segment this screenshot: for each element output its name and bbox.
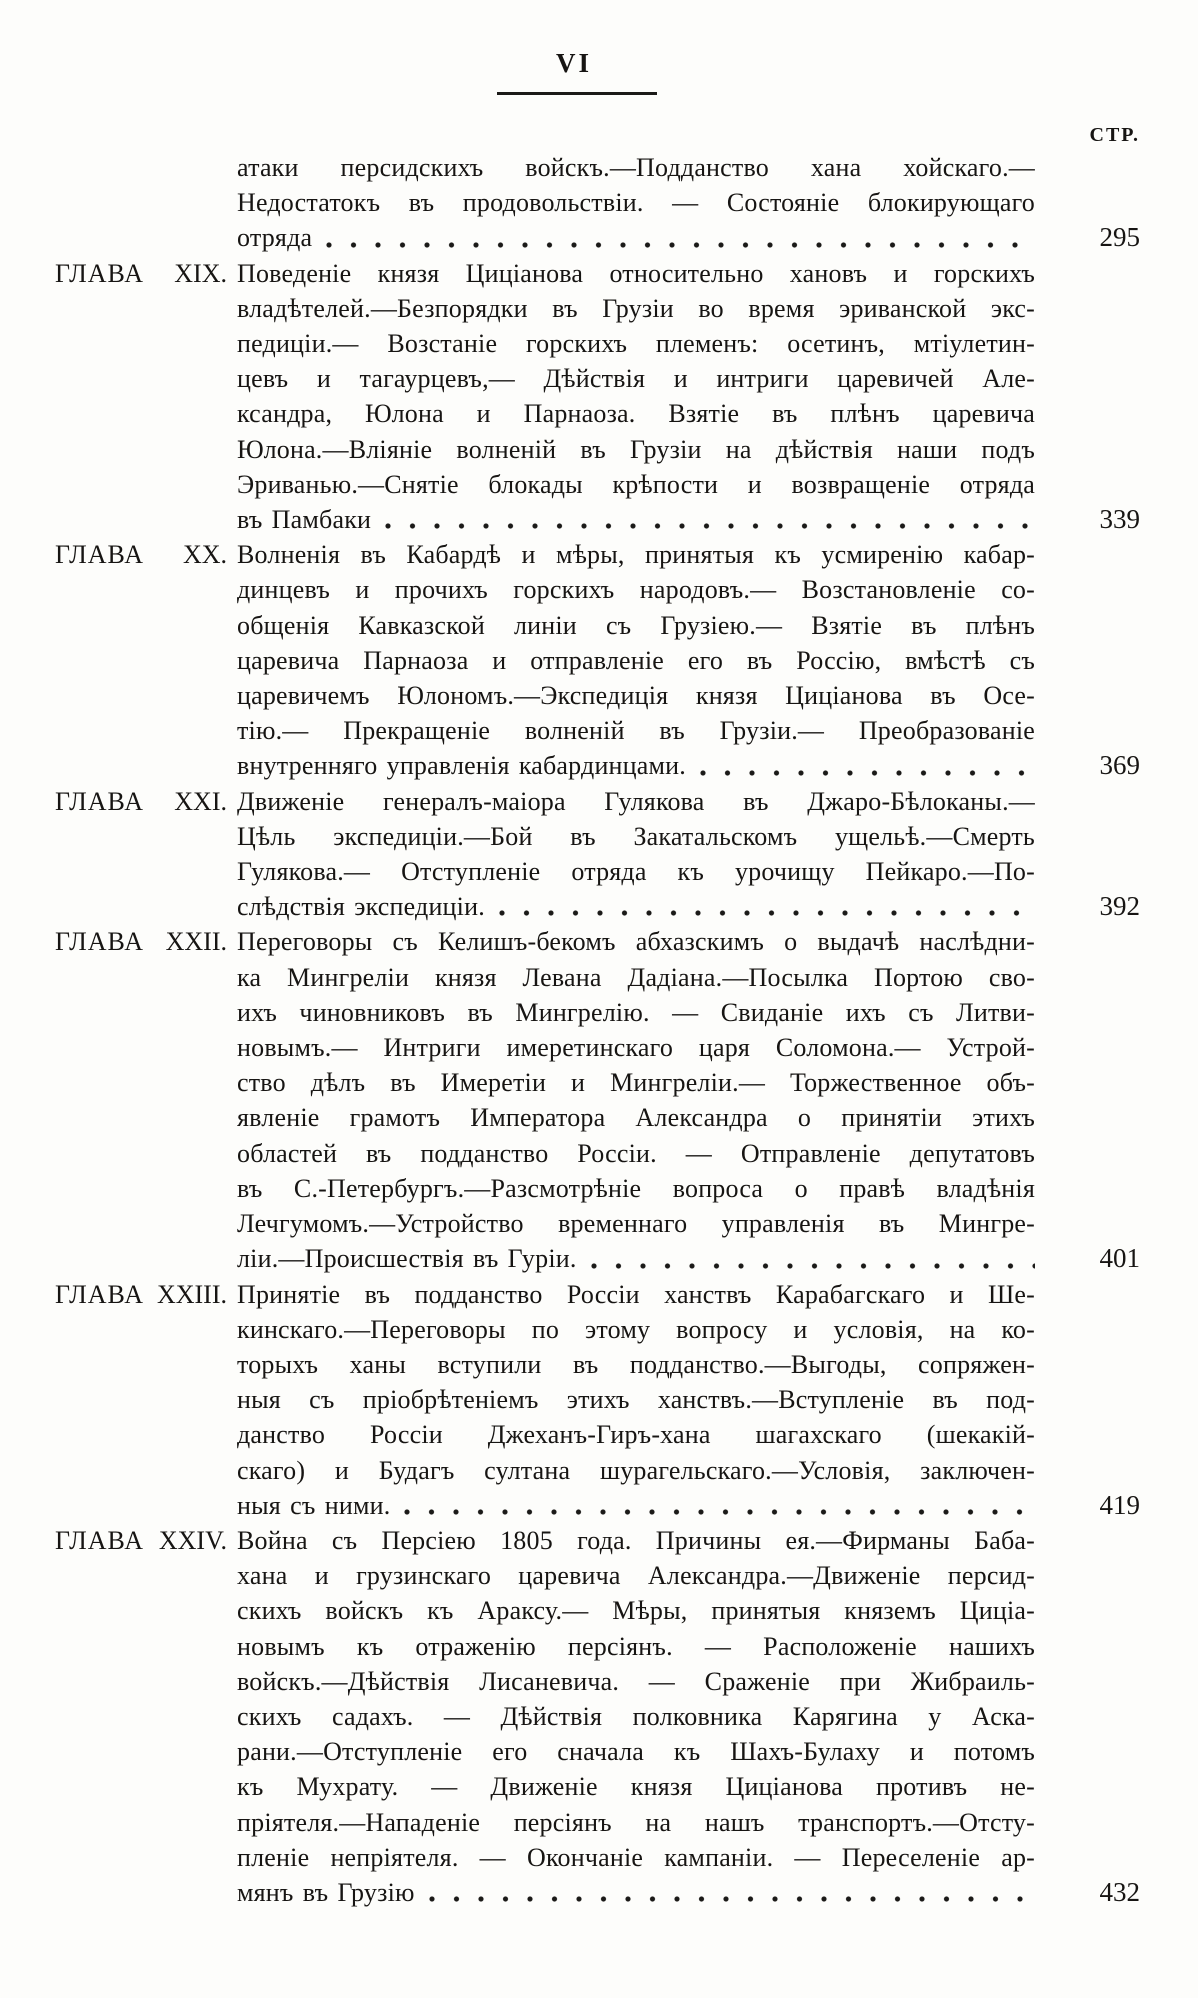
chapter-numeral: XXIII. (156, 1279, 227, 1309)
toc-line: явленіе грамотъ Императора Александра о принятіи этихъ (237, 1103, 1035, 1133)
folio-page-number: VI (555, 48, 592, 78)
entry-text (237, 150, 1035, 256)
page-number: 339 (1099, 504, 1140, 535)
toc-line: Юлона.—Вліяніе волненій въ Грузіи на дѣйствія наши подъ (237, 434, 1035, 464)
toc-line: къ Мухрату. — Движеніе князя Циціанова противъ не- (237, 1772, 1035, 1802)
toc-line: скихъ войскъ къ Араксу.— Мѣры, принятыя княземъ Циціа- (237, 1596, 1035, 1626)
toc-line (237, 1488, 1035, 1523)
toc-line: скаго) и Будагъ султана шурагельскаго.—Условія, заключен- (237, 1455, 1035, 1485)
chapter-label (55, 537, 227, 572)
toc-line: педиціи.— Возстаніе горскихъ племенъ: осетинъ, мтіулетин- (237, 329, 1035, 359)
toc-line: ихъ чиновниковъ въ Мингрелію. — Свиданіе ихъ съ Литви- (237, 997, 1035, 1027)
toc-line: областей въ подданство Россіи. — Отправленіе депутатовъ (237, 1138, 1035, 1168)
entry-text (237, 1277, 1035, 1523)
toc-line: Недостатокъ въ продовольствіи. — Состояніе блокирующаго (237, 188, 1035, 218)
table-of-contents (0, 150, 1198, 1910)
toc-line: войскъ.—Дѣйствія Лисаневича. — Сраженіе при Жибраиль- (237, 1666, 1035, 1696)
toc-line: въ С.-Петербургъ.—Разсмотрѣніе вопроса о правѣ владѣнія (237, 1173, 1035, 1203)
entry-text (237, 924, 1035, 1276)
toc-line (237, 748, 1035, 783)
chapter-numeral: XIX. (174, 258, 227, 288)
toc-line: динцевъ и прочихъ горскихъ народовъ.— Возстановленіе со- (237, 575, 1035, 605)
toc-line (237, 889, 1035, 924)
toc-entry (0, 256, 1198, 538)
toc-line: торыхъ ханы вступили въ подданство.—Выгоды, сопряжен- (237, 1349, 1035, 1379)
toc-line: Цѣль экспедиціи.—Бой въ Закатальскомъ ущельѣ.—Смерть (237, 821, 1035, 851)
toc-line: Движеніе генералъ-маіора Гулякова въ Джаро-Бѣлоканы.— (237, 786, 1035, 816)
dot-leader (385, 502, 1035, 537)
dot-leader (326, 220, 1035, 255)
entry-text (237, 784, 1035, 925)
chapter-word: ГЛАВА (55, 927, 144, 957)
toc-line-text: ныя съ ними. (237, 1490, 391, 1520)
toc-line: ныя съ пріобрѣтеніемъ этихъ ханствъ.—Вступленіе въ под- (237, 1385, 1035, 1415)
chapter-numeral: XX. (182, 540, 227, 570)
toc-line: кинскаго.—Переговоры по этому вопросу и условія, на ко- (237, 1314, 1035, 1344)
chapter-numeral: XXI. (174, 786, 227, 816)
page-number: 369 (1099, 750, 1140, 781)
toc-line: рани.—Отступленіе его сначала къ Шахъ-Булаху и потомъ (237, 1737, 1035, 1767)
toc-line: новымъ.— Интриги имеретинскаго царя Соломона.— Устрой- (237, 1033, 1035, 1063)
toc-line: пленіе непріятеля. — Окончаніе кампаніи. — Переселеніе ар- (237, 1842, 1035, 1872)
chapter-word: ГЛАВА (55, 258, 144, 288)
chapter-word: ГЛАВА (55, 1279, 144, 1309)
toc-entry (0, 1523, 1198, 1910)
page-number: 419 (1099, 1489, 1140, 1520)
chapter-word: ГЛАВА (55, 1525, 144, 1555)
toc-line (237, 1241, 1035, 1276)
dot-leader (499, 889, 1035, 924)
toc-line-text: внутренняго управленія кабардинцами. (237, 751, 686, 781)
entry-text (237, 1523, 1035, 1910)
toc-line: скихъ садахъ. — Дѣйствія полковника Карягина у Аска- (237, 1701, 1035, 1731)
entry-text (237, 537, 1035, 783)
page-number: 432 (1099, 1876, 1140, 1907)
page-number: 392 (1099, 891, 1140, 922)
toc-line: Война съ Персіею 1805 года. Причины ея.—Фирманы Баба- (237, 1525, 1035, 1555)
toc-line (237, 220, 1035, 255)
toc-line: новымъ къ отраженію персіянъ. — Расположеніе нашихъ (237, 1631, 1035, 1661)
page-column-header: СТР. (1089, 124, 1140, 146)
toc-entry (0, 924, 1198, 1276)
chapter-numeral: XXII. (165, 927, 227, 957)
toc-line (237, 502, 1035, 537)
dot-leader (700, 748, 1035, 783)
chapter-label (55, 1523, 227, 1558)
toc-line: ксандра, Юлона и Парнаоза. Взятіе въ плѣнъ царевича (237, 399, 1035, 429)
toc-line: Поведеніе князя Циціанова относительно хановъ и горскихъ (237, 258, 1035, 288)
chapter-word: ГЛАВА (55, 540, 144, 570)
page-number: 295 (1099, 222, 1140, 253)
entry-text (237, 256, 1035, 538)
toc-line: пріятеля.—Нападеніе персіянъ на нашъ транспортъ.—Отсту- (237, 1807, 1035, 1837)
page-number: 401 (1099, 1243, 1140, 1274)
chapter-numeral: XXIV. (158, 1525, 227, 1555)
toc-line: ка Мингреліи князя Левана Дадіана.—Посылка Портою сво- (237, 962, 1035, 992)
toc-entry (0, 1277, 1198, 1523)
toc-line: Переговоры съ Келишъ-бекомъ абхазскимъ о выдачѣ наслѣдни- (237, 927, 1035, 957)
toc-line: Лечгумомъ.—Устройство временнаго управленія въ Мингре- (237, 1209, 1035, 1239)
chapter-label (55, 1277, 227, 1312)
toc-line: царевича Парнаоза и отправленіе его въ Россію, вмѣстѣ съ (237, 645, 1035, 675)
toc-line: ство дѣлъ въ Имеретіи и Мингреліи.— Торжественное объ- (237, 1068, 1035, 1098)
toc-line-text: слѣдствія экспедиціи. (237, 892, 485, 922)
toc-line: хана и грузинскаго царевича Александра.—Движеніе персид- (237, 1561, 1035, 1591)
toc-entry (0, 537, 1198, 783)
dot-leader (429, 1875, 1035, 1910)
toc-line: владѣтелей.—Безпорядки въ Грузіи во время эриванской экс- (237, 293, 1035, 323)
toc-line: царевичемъ Юлономъ.—Экспедиція князя Циціанова въ Осе- (237, 681, 1035, 711)
toc-line-text: въ Памбаки (237, 505, 372, 535)
toc-line-text: мянъ въ Грузію (237, 1877, 415, 1907)
dot-leader (591, 1241, 1035, 1276)
toc-line: цевъ и тагаурцевъ,— Дѣйствія и интриги царевичей Але- (237, 364, 1035, 394)
toc-line: общенія Кавказской линіи съ Грузіею.— Взятіе въ плѣнъ (237, 610, 1035, 640)
chapter-label (55, 256, 227, 291)
toc-line: атаки персидскихъ войскъ.—Подданство хана хойскаго.— (237, 153, 1035, 182)
toc-line: Волненія въ Кабардѣ и мѣры, принятыя къ усмиренію кабар- (237, 540, 1035, 570)
toc-line: Эриванью.—Снятіе блокады крѣпости и возвращеніе отряда (237, 469, 1035, 499)
dot-leader (404, 1488, 1035, 1523)
toc-line (237, 1875, 1035, 1910)
chapter-word: ГЛАВА (55, 786, 144, 816)
toc-entry (0, 784, 1198, 925)
toc-line: Гулякова.— Отступленіе отряда къ урочищу Пейкаро.—По- (237, 857, 1035, 887)
toc-entry (0, 150, 1198, 256)
toc-line: Принятіе въ подданство Россіи ханствъ Карабагскаго и Ше- (237, 1279, 1035, 1309)
toc-line-text: ліи.—Происшествія въ Гуріи. (237, 1244, 577, 1274)
chapter-label (55, 784, 227, 819)
toc-line: тію.— Прекращеніе волненій въ Грузіи.— Преобразованіе (237, 716, 1035, 746)
toc-line-text: отряда (237, 223, 313, 253)
chapter-label (55, 924, 227, 959)
toc-line: данство Россіи Джеханъ-Гиръ-хана шагахскаго (шекакій- (237, 1420, 1035, 1450)
folio-rule (497, 92, 657, 95)
